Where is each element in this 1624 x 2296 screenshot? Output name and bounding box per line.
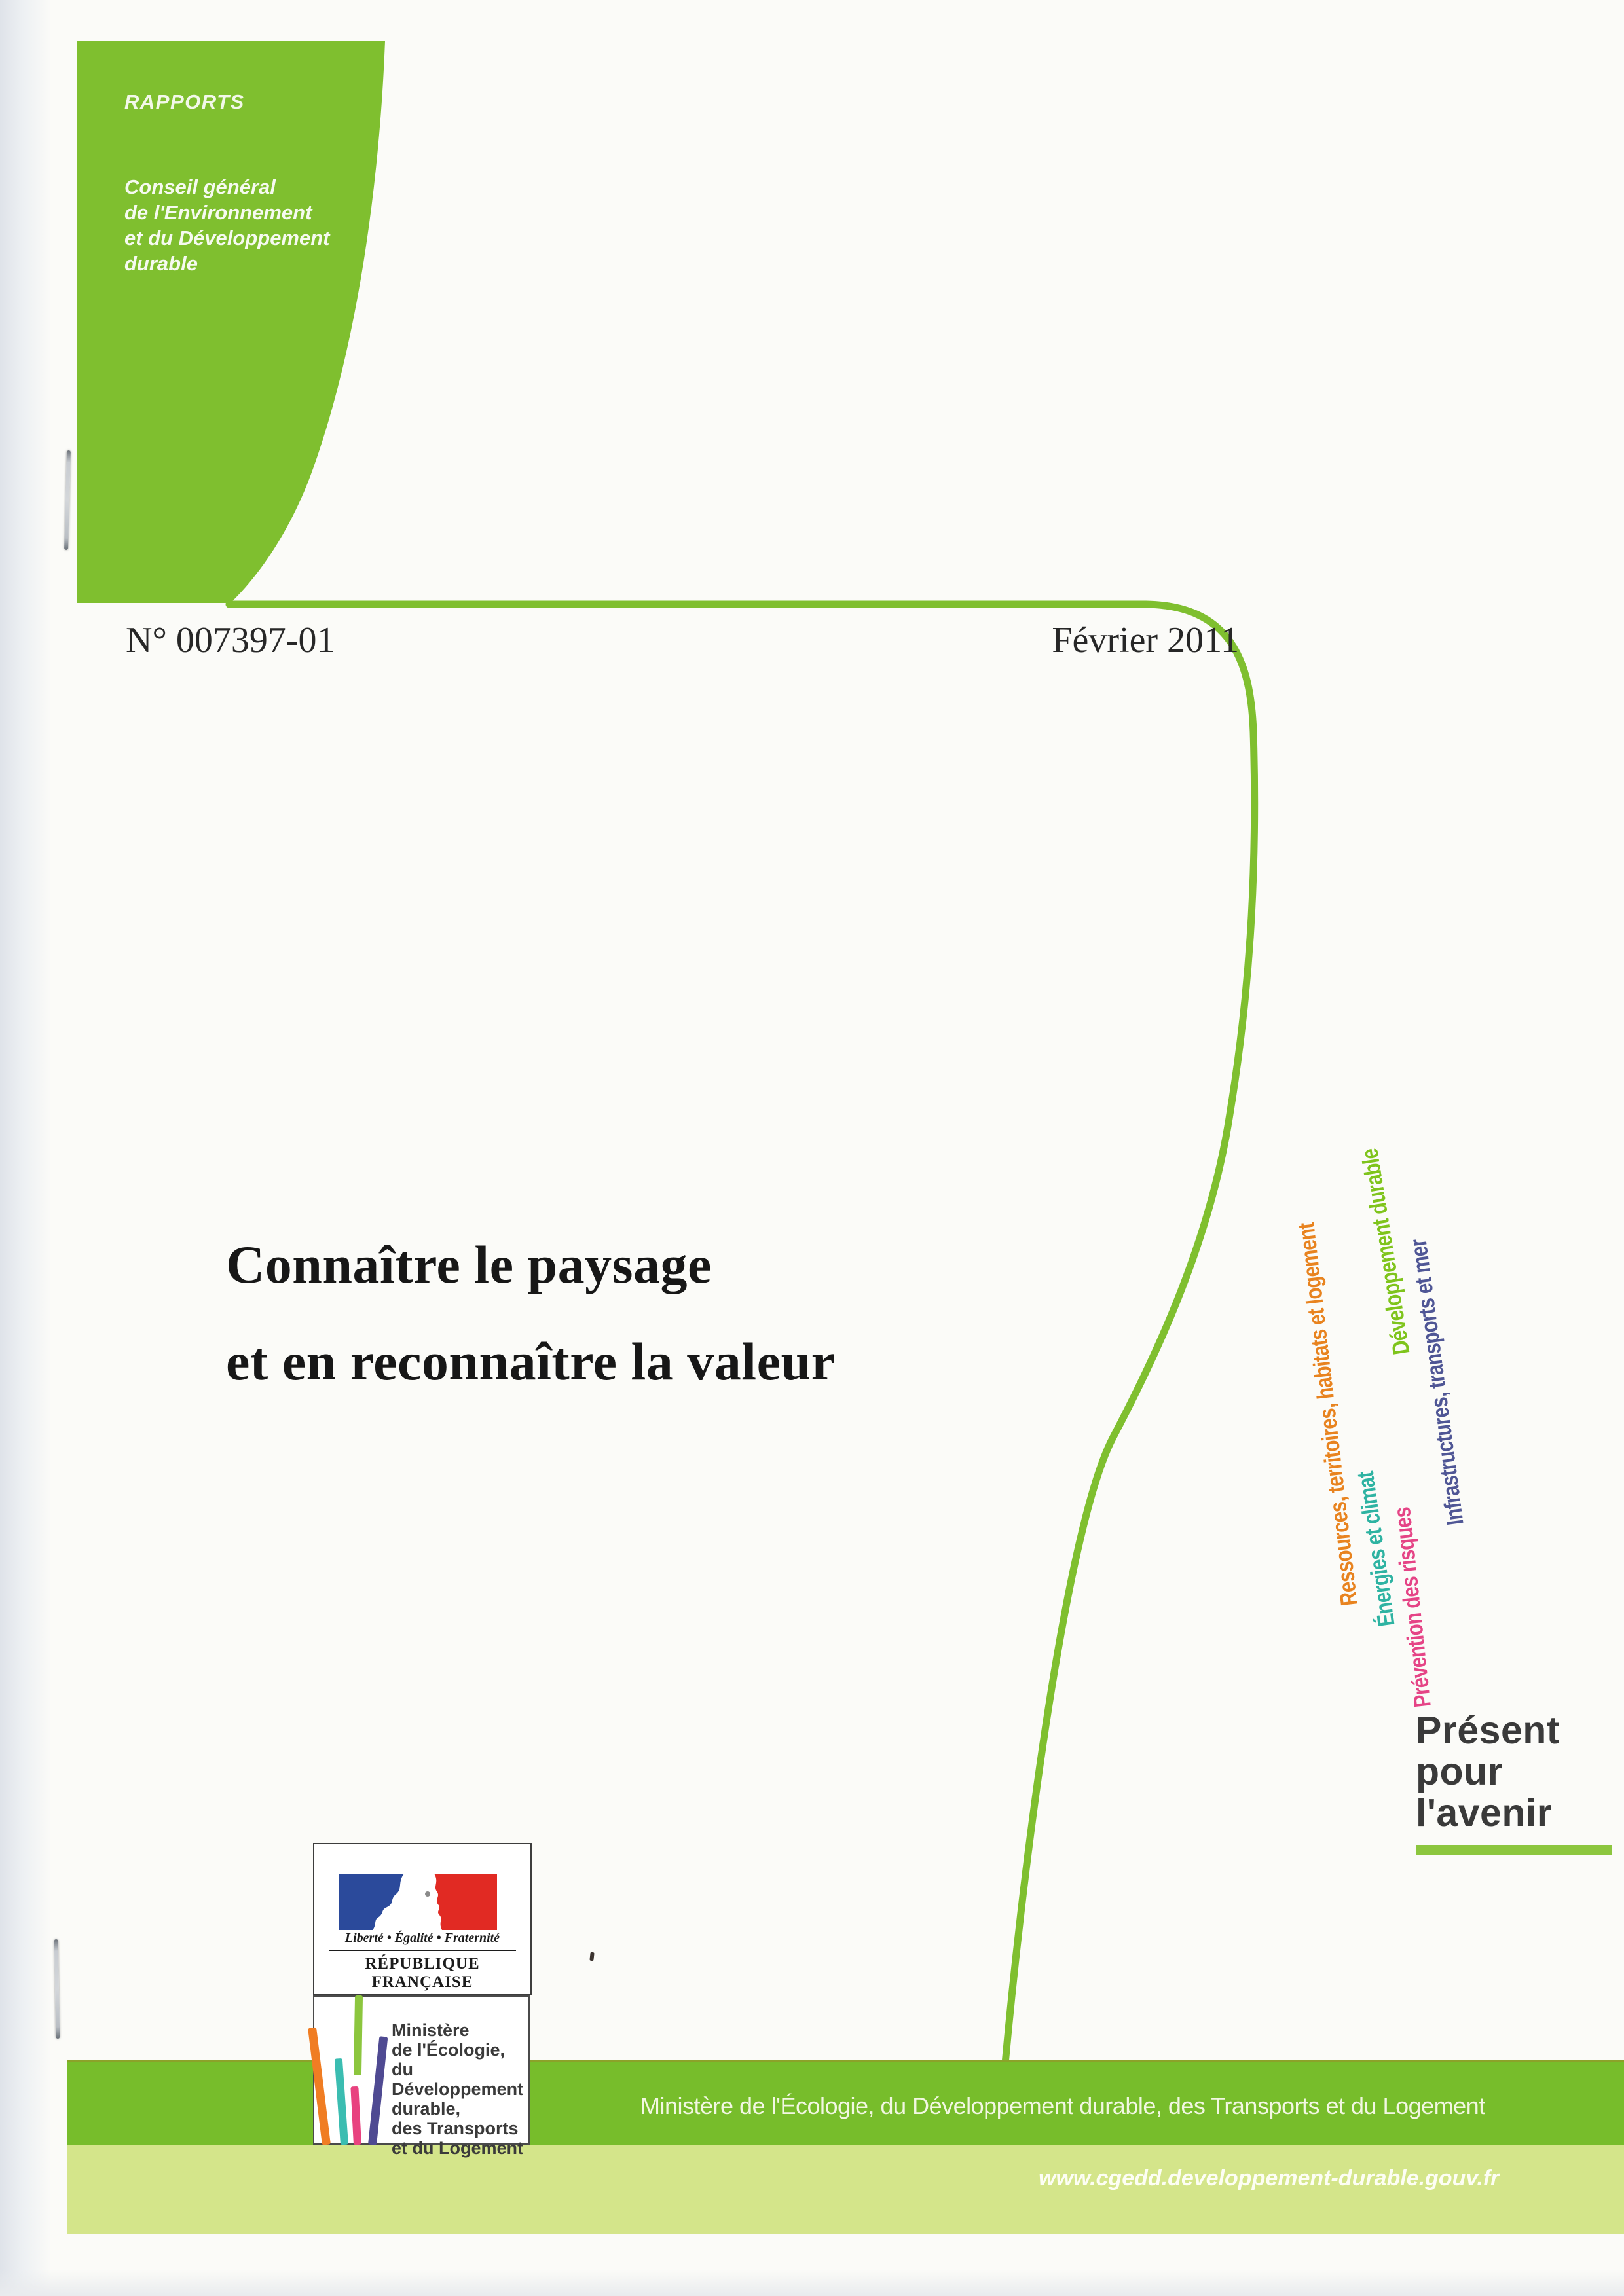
- page-title: [226, 1216, 835, 1410]
- flag-red-band: [434, 1874, 497, 1930]
- ministry-name-line: et du Logement: [392, 2138, 523, 2158]
- ministry-name-line: Ministère: [392, 2020, 470, 2040]
- footer-ministry-line: Ministère de l'Écologie, du Développement durable, des Transports et du Logement: [640, 2092, 1485, 2119]
- rf-name: RÉPUBLIQUE FRANÇAISE: [365, 1955, 480, 1991]
- ministry-bar-teal-icon: [335, 2058, 348, 2145]
- org-line: Conseil général: [124, 175, 276, 198]
- report-number: N° 007397-01: [126, 620, 335, 661]
- ministry-bar-pink-icon: [350, 2086, 361, 2145]
- footer-website-url: www.cgedd.developpement-durable.gouv.fr: [1039, 2166, 1500, 2191]
- slogan-line-1: Présent: [1416, 1709, 1560, 1752]
- title-line-1: Connaître le paysage: [226, 1235, 712, 1294]
- masthead-organization: [124, 174, 330, 276]
- ministry-name-line: durable,: [392, 2099, 461, 2119]
- slogan-underline-bar: [1416, 1845, 1612, 1855]
- french-flag-marianne-icon: [339, 1874, 497, 1930]
- slogan: [1416, 1710, 1560, 1834]
- org-line: durable: [124, 252, 198, 275]
- ministry-name-line: de l'Écologie,: [392, 2040, 505, 2060]
- ministry-name: [392, 2020, 528, 2158]
- sector-label-developpement: Développement durable: [1356, 1147, 1415, 1357]
- flag-blue-band: [339, 1874, 404, 1930]
- sector-label-energies: Énergies et climat: [1351, 1470, 1400, 1628]
- sector-label-infrastructures: Infrastructures, transports et mer: [1404, 1237, 1469, 1527]
- ministry-name-line: du Développement: [392, 2060, 524, 2099]
- republique-francaise-logo: [313, 1843, 532, 1995]
- org-line: de l'Environnement: [124, 201, 312, 224]
- masthead-kicker: RAPPORTS: [124, 90, 245, 113]
- report-date: Février 2011: [1052, 620, 1239, 661]
- org-line: et du Développement: [124, 227, 330, 249]
- slogan-line-3: l'avenir: [1416, 1791, 1553, 1834]
- ministry-logo: [313, 1995, 530, 2158]
- rf-motto: Liberté • Égalité • Fraternité: [344, 1931, 500, 1945]
- title-line-2: et en reconnaître la valeur: [226, 1332, 836, 1391]
- scan-bottom-edge-shading: [0, 2270, 1624, 2296]
- ministry-bar-green-icon: [354, 1995, 363, 2075]
- slogan-line-2: pour: [1416, 1750, 1504, 1793]
- green-corner-block: [77, 41, 385, 603]
- ministry-bar-purple-icon: [368, 2036, 388, 2145]
- marianne-eye-mark: [425, 1891, 430, 1897]
- sector-label-ressources: Ressources, territoires, habitats et logement: [1292, 1221, 1363, 1607]
- rf-divider-rule: [329, 1950, 516, 1951]
- ministry-name-line: des Transports: [392, 2119, 519, 2138]
- sector-label-prevention: Prévention des risques: [1388, 1506, 1436, 1709]
